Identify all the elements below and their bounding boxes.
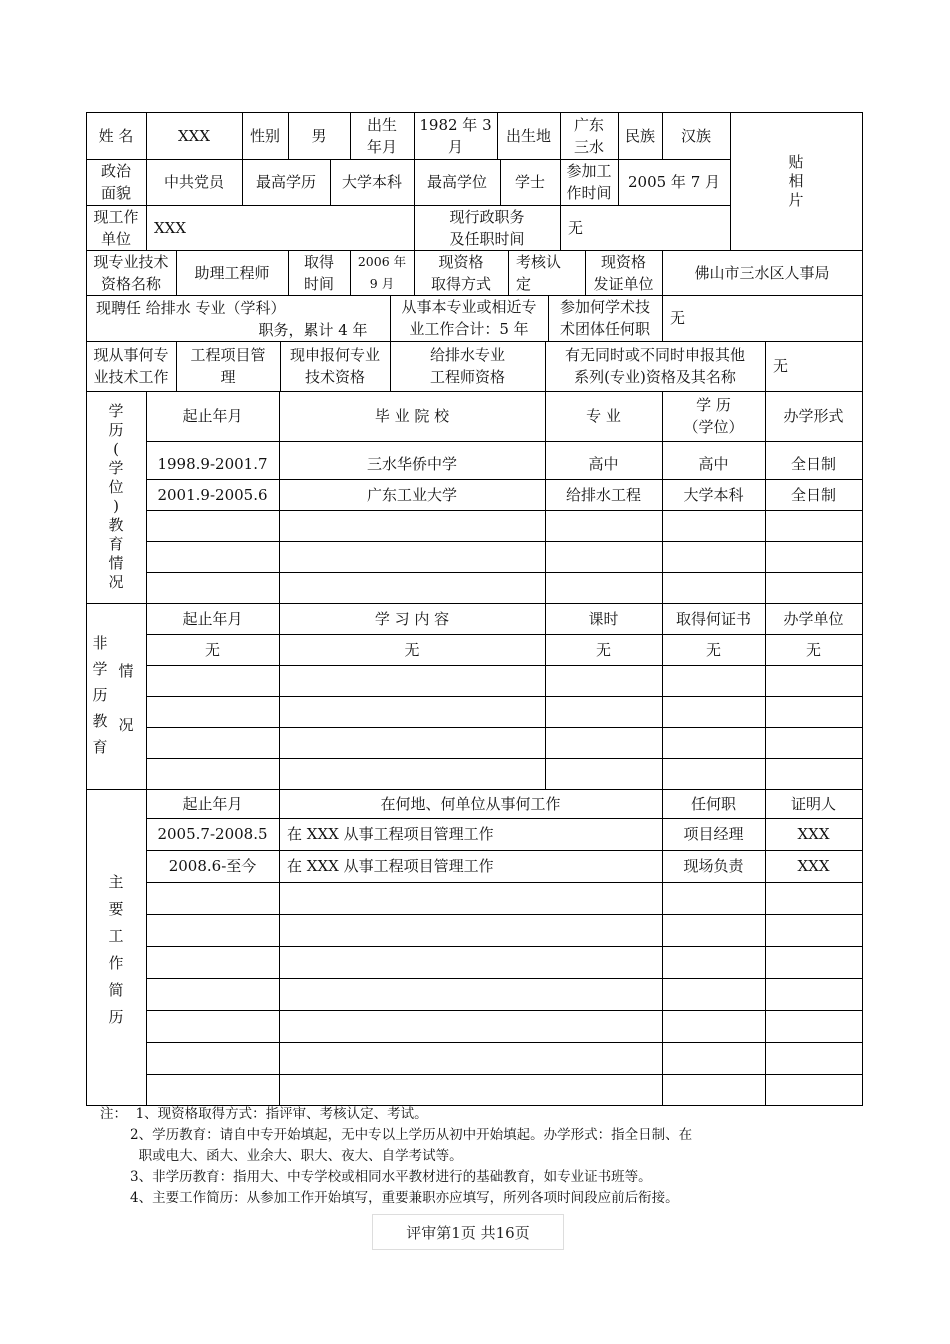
edu-header-degree: 学 历 （学位） xyxy=(683,396,744,436)
edu-header-mode: 办学形式 xyxy=(783,407,844,425)
nonedu-header-cert: 取得何证书 xyxy=(675,609,751,628)
work-cell: 项目经理 xyxy=(683,825,744,843)
method-label: 现资格 取得方式 xyxy=(430,252,491,293)
nonedu-header-content: 学 习 内 容 xyxy=(374,609,450,628)
work-side-label: 主 要 工 作 简 历 xyxy=(108,873,124,1026)
nonedu-header-org: 办学单位 xyxy=(783,609,844,628)
note-line: 4、主要工作简历：从参加工作开始填写，重要兼职亦应填写，所列各项时间段应前后衔接。 xyxy=(100,1190,679,1206)
name-label: 姓 名 xyxy=(98,126,134,145)
edu-cell: 全日制 xyxy=(790,454,836,473)
post-value: 无 xyxy=(568,218,584,237)
nonedu-cell: 无 xyxy=(705,640,721,659)
nonedu-side-label-a: 非 学 历 教 育 xyxy=(92,634,108,756)
ethnic-label: 民族 xyxy=(624,126,655,145)
nonedu-side-label-b: 情 况 xyxy=(118,662,134,734)
work-cell: XXX xyxy=(797,857,830,875)
work-start-label: 参加工 作时间 xyxy=(566,162,612,202)
work-cell: 2008.6-至今 xyxy=(168,857,257,875)
issuer-label: 现资格 发证单位 xyxy=(593,252,654,293)
gender-value: 男 xyxy=(311,126,327,145)
work-header-job: 在何地、何单位从事何工作 xyxy=(380,794,561,813)
edu-header-major: 专 业 xyxy=(586,407,621,425)
party-value: 中共党员 xyxy=(163,173,224,191)
work-header-witness: 证明人 xyxy=(790,794,836,813)
birthplace-value: 广东 三水 xyxy=(573,115,604,156)
note-line: 注： 1、现资格取得方式：指评审、考核认定、考试。 xyxy=(100,1106,428,1122)
other-value: 无 xyxy=(773,357,789,375)
nonedu-cell: 无 xyxy=(204,640,220,659)
edu-cell: 给排水工程 xyxy=(565,485,641,504)
post-label: 现行政职务 及任职时间 xyxy=(449,207,525,248)
birth-value: 1982 年 3 月 xyxy=(419,115,492,156)
obtain-value: 2006 年 9 月 xyxy=(357,253,407,291)
apply-label: 现申报何专业 技术资格 xyxy=(289,346,380,386)
hire-text-line1: 现聘任 给排水 专业（学科） xyxy=(96,299,286,317)
nonedu-cell: 无 xyxy=(805,640,821,659)
edu-cell: 大学本科 xyxy=(683,485,744,504)
edu-cell: 高中 xyxy=(588,454,619,473)
qual-label: 现专业技术 资格名称 xyxy=(93,252,169,293)
notes xyxy=(100,1104,860,1209)
years-text: 从事本专业或相近专 业工作合计：5 年 xyxy=(401,298,537,338)
field-value: 工程项目管 理 xyxy=(190,346,266,386)
edu-cell: 高中 xyxy=(698,454,729,473)
edu-label: 最高学历 xyxy=(255,173,316,191)
note-line: 3、非学历教育：指用大、中专学校或相同水平教材进行的基础教育，如专业证书班等。 xyxy=(100,1169,652,1185)
edu-header-period: 起止年月 xyxy=(182,407,243,425)
birthplace-label: 出生地 xyxy=(505,126,551,145)
note-line: 2、学历教育：请自中专开始填起，无中专以上学历从初中开始填起。办学形式：指全日制、在 xyxy=(100,1127,693,1143)
degree-label: 最高学位 xyxy=(426,173,487,191)
page-footer: 评审第1页 共16页 xyxy=(372,1214,564,1250)
unit-value: XXX xyxy=(154,218,187,237)
issuer-value: 佛山市三水区人事局 xyxy=(694,263,830,282)
nonedu-cell: 无 xyxy=(404,640,420,659)
birth-label: 出生 年月 xyxy=(366,115,397,156)
work-header-position: 任何职 xyxy=(690,794,736,813)
party-label: 政治 面貌 xyxy=(100,162,131,202)
nonedu-header-hours: 课时 xyxy=(588,609,619,628)
method-value: 考核认 定 xyxy=(516,252,562,293)
work-start-value: 2005 年 7 月 xyxy=(627,173,721,191)
nonedu-cell: 无 xyxy=(595,640,611,659)
work-cell: 现场负责 xyxy=(683,857,744,875)
work-cell: 2005.7-2008.5 xyxy=(157,825,268,843)
edu-cell: 广东工业大学 xyxy=(366,485,457,504)
name-value: XXX xyxy=(177,126,211,145)
degree-value: 学士 xyxy=(514,173,545,191)
nonedu-header-period: 起止年月 xyxy=(182,609,243,628)
photo-area: 贴 相 片 xyxy=(788,152,804,209)
qual-value: 助理工程师 xyxy=(194,263,270,282)
edu-side-label: 学 历 ( 学 位 ) 教 育 情 况 xyxy=(108,402,124,591)
border xyxy=(862,112,863,1106)
obtain-label: 取得 时间 xyxy=(303,252,334,293)
edu-cell: 1998.9-2001.7 xyxy=(157,454,268,473)
work-header-period: 起止年月 xyxy=(182,794,243,813)
assoc-label: 参加何学术技 术团体任何职 xyxy=(559,298,650,338)
apply-value: 给排水专业 工程师资格 xyxy=(429,346,505,386)
edu-cell: 2001.9-2005.6 xyxy=(157,485,268,504)
gender-label: 性别 xyxy=(249,126,280,145)
work-cell: 在 XXX 从事工程项目管理工作 xyxy=(287,857,494,875)
edu-cell: 三水华侨中学 xyxy=(366,454,457,473)
hire-text-line2: 职务，累计 4 年 xyxy=(258,321,368,339)
note-line: 职或电大、函大、业余大、职大、夜大、自学考试等。 xyxy=(100,1148,463,1164)
edu-cell: 全日制 xyxy=(790,485,836,504)
edu-header-school: 毕 业 院 校 xyxy=(374,407,450,425)
work-cell: XXX xyxy=(797,825,830,843)
work-cell: 在 XXX 从事工程项目管理工作 xyxy=(287,825,494,843)
edu-value: 大学本科 xyxy=(341,173,402,191)
ethnic-value: 汉族 xyxy=(680,126,711,145)
field-label: 现从事何专 业技术工作 xyxy=(93,346,169,386)
assoc-value: 无 xyxy=(670,309,686,327)
unit-label: 现工作 单位 xyxy=(93,207,139,248)
other-label: 有无同时或不同时申报其他 系列(专业)资格及其名称 xyxy=(564,346,745,386)
